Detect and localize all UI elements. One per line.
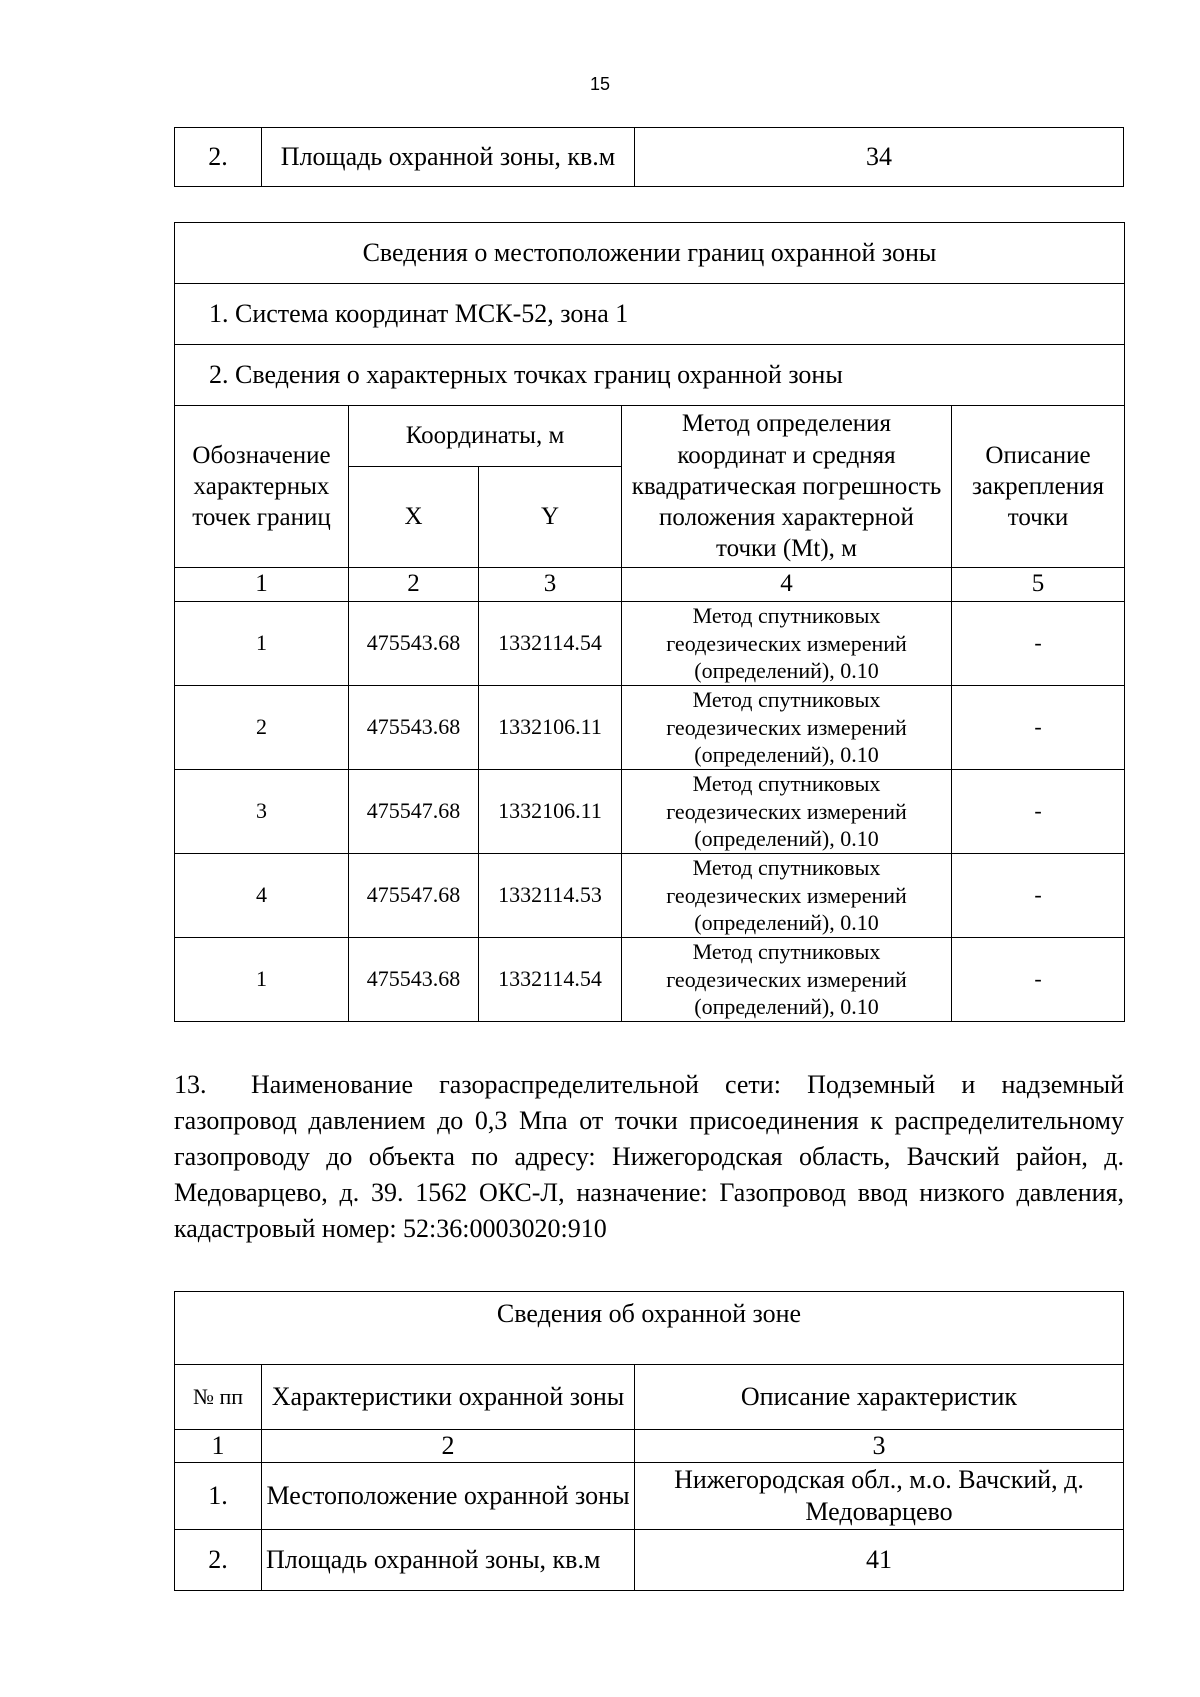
page-number: 15: [589, 74, 611, 94]
column-number: 2: [262, 1430, 635, 1463]
table-row: [175, 938, 1125, 1022]
header-method: Метод определения координат и средняя квадратическая погрешность положения характерной точки (Mt), м: [622, 406, 952, 568]
boundary-table: [174, 222, 1125, 1022]
table-row: [175, 854, 1125, 938]
fixing-description: -: [952, 854, 1125, 938]
column-number: 2: [349, 568, 479, 602]
paragraph-number: 13.: [174, 1070, 207, 1099]
fixing-description: -: [952, 686, 1125, 770]
column-number: 4: [622, 568, 952, 602]
coord-x: 475547.68: [349, 770, 479, 854]
point-number: 1: [175, 938, 349, 1022]
point-number: 3: [175, 770, 349, 854]
coord-x: 475543.68: [349, 686, 479, 770]
table-row: [175, 770, 1125, 854]
network-description-paragraph: [174, 1067, 1124, 1247]
row-value: 34: [635, 128, 1124, 187]
coord-system: 1. Система координат МСК-52, зона 1: [175, 284, 1125, 345]
row-number: 1.: [175, 1462, 262, 1529]
fixing-description: -: [952, 938, 1125, 1022]
area-table-top: [174, 127, 1124, 187]
header-x: X: [349, 467, 479, 568]
method-text: Метод спутниковых геодезических измерений (определений), 0.10: [622, 854, 952, 938]
method-text: Метод спутниковых геодезических измерений (определений), 0.10: [622, 686, 952, 770]
coord-y: 1332114.54: [479, 938, 622, 1022]
table-row: [175, 1529, 1124, 1590]
column-numbers-row: [175, 568, 1125, 602]
column-number: 1: [175, 1430, 262, 1463]
method-text: Метод спутниковых геодезических измерений (определений), 0.10: [622, 602, 952, 686]
table-row: [175, 602, 1125, 686]
coord-x: 475543.68: [349, 602, 479, 686]
point-number: 2: [175, 686, 349, 770]
method-text: Метод спутниковых геодезических измерений (определений), 0.10: [622, 938, 952, 1022]
paragraph-text: Наименование газораспределительной сети: Подземный и надземный газопровод давлением до 0,3 Мпа от точки присоединения к распределительному газопроводу до объекта по адресу: Нижегородская область, Вачский район, д. Медоварцево, д. 39. 1562 ОКС-Л, назначение: Газопровод ввод низкого давления, кадастровый номер: 52:36:0003020:910: [174, 1070, 1124, 1243]
coord-y: 1332106.11: [479, 770, 622, 854]
table-row: [175, 128, 1124, 187]
coord-x: 475547.68: [349, 854, 479, 938]
method-text: Метод спутниковых геодезических измерений (определений), 0.10: [622, 770, 952, 854]
row-number: 2.: [175, 1529, 262, 1590]
header-coordinates: Координаты, м: [349, 406, 622, 467]
boundary-table-title: Сведения о местоположении границ охранной зоны: [175, 223, 1125, 284]
column-number: 3: [635, 1430, 1124, 1463]
header-num: № пп: [175, 1365, 262, 1430]
header-y: Y: [479, 467, 622, 568]
header-description: Описание характеристик: [635, 1365, 1124, 1430]
row-value: Нижегородская обл., м.о. Вачский, д. Медоварцево: [635, 1462, 1124, 1529]
coord-y: 1332114.54: [479, 602, 622, 686]
point-number: 4: [175, 854, 349, 938]
header-designation: Обозначение характерных точек границ: [175, 406, 349, 568]
fixing-description: -: [952, 602, 1125, 686]
zone-table: [174, 1291, 1124, 1591]
column-number: 5: [952, 568, 1125, 602]
column-number: 3: [479, 568, 622, 602]
column-numbers-row: [175, 1430, 1124, 1463]
fixing-description: -: [952, 770, 1125, 854]
point-number: 1: [175, 602, 349, 686]
table-row: [175, 1462, 1124, 1529]
zone-table-title: Сведения об охранной зоне: [175, 1292, 1124, 1365]
coord-x: 475543.68: [349, 938, 479, 1022]
header-description: Описание закрепления точки: [952, 406, 1125, 568]
row-value: 41: [635, 1529, 1124, 1590]
header-characteristics: Характеристики охранной зоны: [262, 1365, 635, 1430]
column-number: 1: [175, 568, 349, 602]
row-characteristic: Площадь охранной зоны, кв.м: [262, 1529, 635, 1590]
row-characteristic: Местоположение охранной зоны: [262, 1462, 635, 1529]
points-heading: 2. Сведения о характерных точках границ охранной зоны: [175, 345, 1125, 406]
row-label: Площадь охранной зоны, кв.м: [262, 128, 635, 187]
coord-y: 1332106.11: [479, 686, 622, 770]
coord-y: 1332114.53: [479, 854, 622, 938]
table-row: [175, 686, 1125, 770]
row-number: 2.: [175, 128, 262, 187]
